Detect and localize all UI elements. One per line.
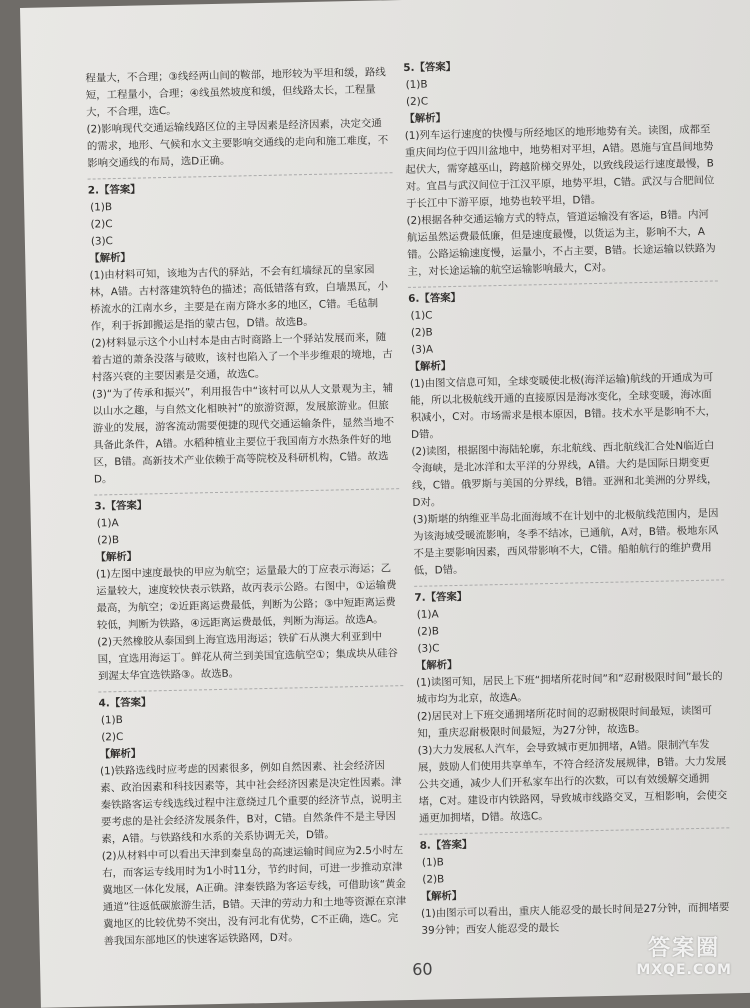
answer-line: (2)B: [422, 873, 445, 886]
analysis-paragraph: (1)铁路选线时应考虑的因素很多，例如自然因素、社会经济因素、政治因素和科技因素等，其中社会经济因素是决定性因素。津秦铁路客运专线选线过程中注意绕过几个重要的经济节点，说明主要考虑的是社会经济发展条件，B对，C错。自然条件不是主导因素，A错。与铁路线和水系的关系协调无关，D错。: [99, 759, 403, 846]
answer-line: (3)C: [90, 235, 114, 248]
q5-number: 5.: [403, 61, 415, 74]
answer-line: (1)B: [421, 856, 444, 869]
intro-text: [85, 64, 392, 172]
analysis-paragraph: (3)大力发展私人汽车，会导致城市更加拥堵，A错。限制汽车发展，鼓励人们使用共享单车，不符合经济发展规律，B错。大力发展公共交通，减少人们开私家车出行的次数，可以有效缓解交通拥堵，C对。建设市内铁路网，导致城市线路交叉，互相影响，会使交通更加拥堵，D错。故选C。: [417, 738, 728, 825]
q4-number: 4.: [98, 697, 110, 710]
watermark-url: MXQE.COM: [636, 962, 732, 978]
answer-line: (1)A: [96, 517, 119, 530]
analysis-paragraph: (2)材料显示这个小山村本是由古时商路上一个驿站发展而来，随着古道的萧条没落与破败，该村也陷入了一个半步维艰的境地，古村落兴衰的主要因素是交通，故选C。: [90, 331, 393, 384]
site-watermark: [636, 931, 732, 978]
question-3: [94, 488, 403, 685]
analysis-paragraph: (3)“为了传承和振兴”，利用报告中“该村可以从人文景观为主，辅以山水之趣，与自然文化相映衬”的旅游资源，发展旅游业。但旅游业的发展，游客流动需要便捷的现代交通运输条件，显然当地不具备此条件，A错。水稻种植业主要位于我国南方水热条件好的地区，B错。高新技术产业依赖于高等院校及科研机构，C错。故选D。: [91, 382, 395, 486]
answer-line: (3)A: [411, 343, 434, 356]
q2-analysis-label: 【解析】: [89, 251, 131, 265]
question-7: [414, 579, 729, 827]
q6-analysis-label: 【解析】: [409, 360, 452, 373]
analysis-paragraph: (1)列车运行速度的快慢与所经地区的地形地势有关。读图，成都至重庆间均位于四川盆地中，地势相对平坦，A错。恩施与宜昌间地势起伏大，需穿越巫山，跨越阶梯交界处，以致线段运行速度最慢，B对。宜昌与武汉间位于江汉平原，地势平坦，C错。武汉与合肥间位于长江中下游平原，地势也较平坦，D错。: [404, 123, 715, 210]
page-number: 60: [412, 959, 433, 979]
question-5: [403, 53, 718, 280]
answer-line: (2)C: [101, 730, 124, 744]
analysis-paragraph: (2)从材料中可以看出天津到秦皇岛的高速运输时间应为2.5小时左右，而客运专线用时为1小时11分，节约时间，可进一步推动京津冀地区一体化发展，A正确。津秦铁路为客运专线，可借助该“黄金通道”往返低碳旅游生活，B错。天津的劳动力和土地等资源在京津冀地区的比较优势不突出，没有河北有优势，C不正确，选C。完善我国东部地区的快速客运铁路网，D对。: [101, 844, 407, 948]
right-column: [403, 53, 731, 939]
analysis-paragraph: (3)斯堪的纳维亚半岛北面海域不在计划中的北极航线范围内，是因为该海域受暖流影响，冬季不结冰，已通航，A对，B错。极地东风不是主要影响因素，西风带影响不大，C错。船舶航行的维护费用低，D错。: [412, 507, 719, 577]
analysis-paragraph: (2)居民对上下班交通拥堵所花时间的忍耐极限时间最短，读图可知，重庆忍耐极限时间最短，为27分钟，故选B。: [416, 704, 713, 740]
analysis-paragraph: (2)读图，根据图中海陆轮廓，东北航线、西北航线汇合处N临近白令海峡，是北冰洋和太平洋的分界线，A错。大约是国际日期变更线，C错。俄罗斯与美国的分界线，B错。亚洲和北美洲的分界线，D对。: [411, 439, 718, 509]
q6-answer-label: 【答案】: [419, 291, 462, 305]
q4-analysis-label: 【解析】: [99, 747, 142, 761]
answer-line: (2)C: [405, 95, 429, 108]
question-6: [408, 280, 724, 579]
q5-analysis-label: 【解析】: [404, 112, 447, 125]
textbook-page: [20, 0, 750, 1008]
q2-number: 2.: [87, 184, 100, 197]
analysis-paragraph: (1)左图中速度最快的甲应为航空；运量最大的丁应表示海运；乙运量较大，速度较快表示铁路，故丙表示公路。右图中，①运输费最高，为航空；②近距离运费最低，判断为公路；③中短距离运费较低，判断为铁路，④远距离运费最低，判断为海运。故选A。: [95, 562, 397, 632]
q7-analysis-label: 【解析】: [415, 658, 458, 672]
analysis-paragraph: (1)由图文信息可知，全球变暖使北极(海洋运输)航线的开通成为可能，所以北极航线开通的直接原因是海冰变化，全球变暖，海冰面积减小，C对。市场需求是根本原因，B错。技术水平是影响不大，D错。: [409, 371, 717, 441]
q3-number: 3.: [94, 500, 106, 513]
analysis-paragraph: (1)由材料可知，该地为古代的驿站，不会有红墙绿瓦的皇家园林，A错。古村落建筑特色的描述；高低错落有致，白墙黑瓦，小桥流水的江南水乡，主要是在南方降水多的地区，C错。毛毡制作，利于拆卸搬运是指的蒙古包，D错。故选B。: [89, 263, 389, 333]
analysis-paragraph: (1)读图可知，居民上下班“拥堵所花时间”和“忍耐极限时间”最长的城市均为北京，故选A。: [416, 670, 723, 706]
answer-line: (1)B: [90, 201, 113, 214]
answer-line: (1)B: [405, 78, 428, 91]
analysis-paragraph: (2)天然橡胶从泰国到上海宜选用海运；铁矿石从澳大利亚到中国，宜选用海运丁。鲜花从荷兰到美国宜选航空①；集成块从硅谷到渥太华宜选铁路③。故选B。: [97, 630, 398, 683]
q7-answer-label: 【答案】: [425, 590, 468, 604]
q3-analysis-label: 【解析】: [95, 550, 138, 564]
intro-line: (2)影响现代交通运输线路区位的主导因素是经济因素，决定交通的需求，地形、气候和水文主要影响交通线的走向和施工难度，不影响交通线的布局，选D正确。: [86, 117, 389, 170]
q8-answer-label: 【答案】: [430, 838, 473, 852]
analysis-paragraph: (2)根据各种交通运输方式的特点，管道运输没有客运，B错。内河航运虽然运费最低廉，但是速度最慢，以货运为主，影响不大，A错。公路运输速度慢，运量小，不占主要，B错。长途运输以铁路为主，对长途运输的航空运输影响最大，C对。: [406, 208, 716, 278]
q3-answer-label: 【答案】: [105, 499, 148, 513]
question-4: [98, 685, 408, 950]
answer-line: (1)C: [410, 309, 433, 322]
answer-line: (2)C: [90, 218, 113, 231]
intro-line: 短，工程量小，合理；④线虽然坡度和缓，但线路太长，工程量大，不合理，选C。: [85, 83, 376, 119]
q7-number: 7.: [414, 591, 426, 604]
left-column: [85, 64, 408, 950]
answer-line: (2)B: [417, 625, 440, 638]
analysis-paragraph: (1)由图示可以看出，重庆人能忍受的最长时间是27分钟，而拥堵要39分钟；西安人能忍受的最长: [420, 901, 730, 937]
answer-line: (2)B: [97, 534, 120, 547]
watermark-logo-text: 答案圈: [648, 936, 721, 961]
question-2: [88, 172, 399, 488]
answer-line: (1)B: [100, 714, 123, 727]
q4-answer-label: 【答案】: [109, 696, 152, 710]
q5-answer-label: 【答案】: [414, 60, 457, 74]
q8-number: 8.: [419, 839, 431, 852]
q8-analysis-label: 【解析】: [420, 889, 463, 903]
q2-answer-label: 【答案】: [98, 183, 141, 197]
intro-line: 程量大，不合理；③线经两山间的鞍部，地形较为平坦和缓，路线: [85, 66, 386, 85]
answer-line: (2)B: [410, 326, 433, 339]
answer-line: (3)C: [417, 642, 440, 655]
q6-number: 6.: [408, 292, 420, 305]
question-8: [419, 827, 731, 939]
answer-line: (1)A: [416, 608, 439, 621]
